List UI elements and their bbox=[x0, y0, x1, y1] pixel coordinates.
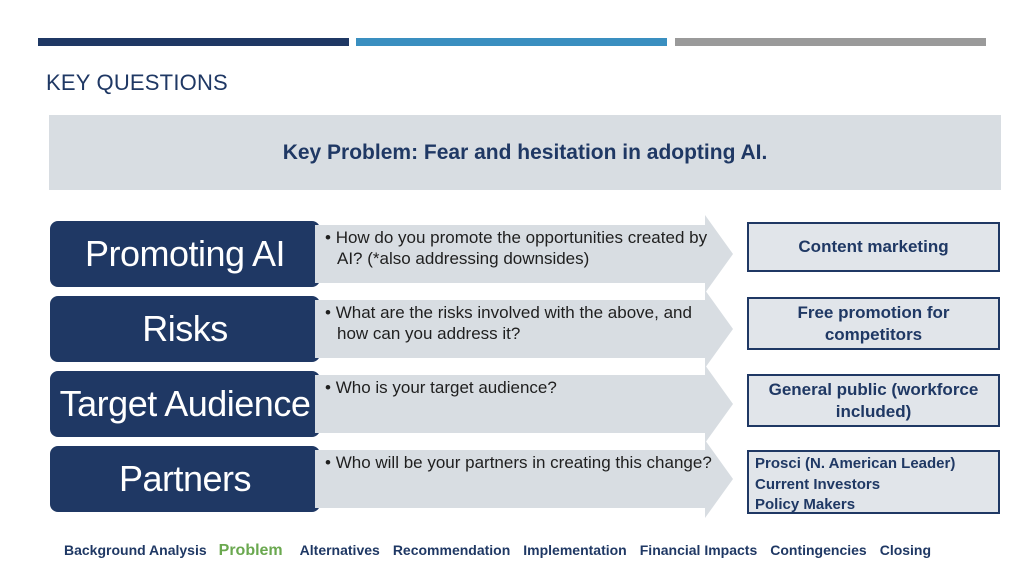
nav-contingencies[interactable]: Contingencies bbox=[770, 542, 867, 558]
key-problem-text: Key Problem: Fear and hesitation in adopting AI. bbox=[282, 140, 768, 164]
question-arrow bbox=[315, 215, 735, 293]
answer-line: Policy Makers bbox=[755, 496, 856, 513]
header-bar-blue bbox=[356, 38, 667, 46]
page-title: KEY QUESTIONS bbox=[46, 70, 228, 95]
answer-box bbox=[747, 222, 1000, 272]
question-text: • How do you promote the opportunities created by AI? (*also addressing downsides) bbox=[325, 228, 708, 268]
question-arrow bbox=[315, 440, 735, 518]
nav-alternatives[interactable]: Alternatives bbox=[299, 542, 380, 558]
answer-box bbox=[747, 297, 1000, 350]
row-label-target-audience: Target Audience bbox=[50, 371, 320, 437]
row-label-risks: Risks bbox=[50, 296, 320, 362]
answer-text: General public (workforce included) bbox=[768, 379, 979, 421]
question-text: • Who will be your partners in creating this change? bbox=[325, 453, 712, 472]
question-arrow bbox=[315, 290, 735, 368]
answer-box bbox=[747, 450, 1000, 514]
key-problem-box bbox=[49, 115, 1001, 190]
section-nav bbox=[64, 542, 931, 560]
question-text: • Who is your target audience? bbox=[325, 378, 557, 397]
answer-box bbox=[747, 374, 1000, 427]
nav-implementation[interactable]: Implementation bbox=[523, 542, 627, 558]
nav-recommendation[interactable]: Recommendation bbox=[392, 542, 511, 558]
nav-problem[interactable]: Problem bbox=[218, 542, 283, 559]
question-text: • What are the risks involved with the above, and how can you address it? bbox=[325, 303, 692, 343]
row-label-partners: Partners bbox=[50, 446, 320, 512]
header-bar-navy bbox=[38, 38, 349, 46]
nav-financial-impacts[interactable]: Financial Impacts bbox=[639, 542, 758, 558]
answer-text: Content marketing bbox=[798, 237, 949, 256]
answer-text: Free promotion for competitors bbox=[797, 302, 950, 344]
header-bar-gray bbox=[675, 38, 986, 46]
answer-line: Current Investors bbox=[755, 475, 881, 493]
question-arrow bbox=[315, 365, 735, 443]
answer-line: Prosci (N. American Leader) bbox=[755, 455, 956, 472]
nav-background-analysis[interactable]: Background Analysis bbox=[64, 542, 207, 558]
nav-closing[interactable]: Closing bbox=[879, 542, 932, 558]
row-label-promoting-ai: Promoting AI bbox=[50, 221, 320, 287]
